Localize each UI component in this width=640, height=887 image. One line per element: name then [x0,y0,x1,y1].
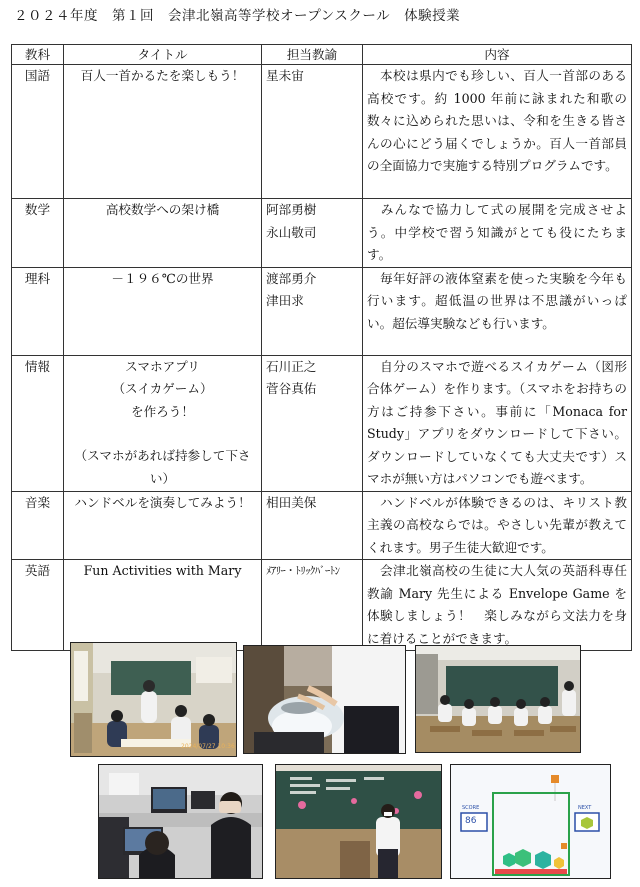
teacher-name: 渡部勇介 [266,270,317,286]
teacher-name: 石川正之 [266,358,317,374]
table-row [12,355,632,491]
schedule-table [11,44,632,651]
title-line: （スマホがあれば持参して下さ [74,448,251,463]
cell-teacher [262,267,363,355]
cell-subject: 数学 [12,199,64,268]
header-title: タイトル [64,45,262,65]
table-row [12,491,632,560]
photo-timestamp: 2024/07/27 10:36 [181,743,235,750]
teacher-name: 星未宙 [266,68,304,83]
teacher-name: 菅谷真佑 [266,381,317,396]
cell-content [363,267,632,355]
title-line: ハンドベルを演奏してみよう！ [74,494,251,510]
cell-teacher [262,560,363,651]
score-value: 86 [465,816,477,826]
liquid-nitrogen-photo [243,645,406,754]
cell-teacher [262,199,363,268]
table-row [12,199,632,268]
title-line: を作ろう！ [131,403,194,419]
cell-teacher [262,355,363,491]
cell-content [363,560,632,651]
title-line: －１９６℃の世界 [111,270,214,286]
table-row [12,560,632,651]
cell-title [64,267,262,355]
table-row [12,267,632,355]
cell-subject: 国語 [12,65,64,199]
next-label: NEXT [578,805,592,811]
cell-content [363,65,632,199]
title-line: Fun Activities with Mary [83,563,242,578]
header-content: 内容 [363,45,632,65]
cell-title [64,355,262,491]
header-subject: 教科 [12,45,64,65]
music-room-photo [275,764,442,879]
cell-subject: 情報 [12,355,64,491]
cell-content [363,199,632,268]
title-line: 高校数学への架け橋 [105,202,220,217]
content-text: 毎年好評の液体窒素を使った実験を今年も行います。超低温の世界は不思議がいっぱい。超伝導実験なども行います。 [367,270,627,331]
teacher-name: 津田求 [266,293,304,308]
teacher-name: ﾒｱﾘｰ・ﾄﾘｯｸﾊﾞｰﾄﾝ [266,565,340,577]
title-line: （スイカゲーム） [112,381,213,396]
content-text: 会津北嶺高校の生徒に大人気の英語科専任教諭 Mary 先生による Envelope Game を体験しましょう！ 楽しみながら文法力を身に着けることができます。 [367,563,627,646]
teacher-name: 相田美保 [266,494,317,510]
teacher-name: 阿部勇樹 [266,202,317,217]
english-classroom-photo [415,645,581,753]
karuta-classroom-photo [70,642,237,757]
cell-content [363,491,632,560]
title-line: い） [149,470,176,486]
title-line: スマホアプリ [125,358,200,374]
cell-teacher [262,65,363,199]
cell-content [363,355,632,491]
cell-subject: 音楽 [12,491,64,560]
table-row [12,65,632,199]
cell-title [64,65,262,199]
cell-title [64,199,262,268]
table-header-row [12,45,632,65]
cell-title [64,491,262,560]
content-text: 本校は県内でも珍しい、百人一首部のある高校です。約 1000 年前に詠まれた和歌の数々に込められた思いは、令和を生きる皆さんの心にどう届くでしょうか。百人一首部員の全面協力で実施する特別プログラムです。 [367,68,627,173]
cell-teacher [262,491,363,560]
page-title: ２０２４年度 第１回 会津北嶺高等学校オープンスクール 体験授業 [14,8,461,24]
suika-game-screenshot [450,764,611,879]
computer-room-photo [98,764,263,879]
header-teacher: 担当教諭 [262,45,363,65]
cell-subject: 英語 [12,560,64,651]
title-line [68,423,257,445]
score-label: SCORE [462,805,480,811]
content-text: 自分のスマホで遊べるスイカゲーム（図形合体ゲーム）を作ります。（スマホをお持ちの方はご持参下さい。事前に「Monaca for Study」アプリをダウンロードして下さい。ダウンロードしていなくても大丈夫です）スマホが無い方はパソコンでも遊べます。 [367,358,627,486]
cell-subject: 理科 [12,267,64,355]
cell-title [64,560,262,651]
title-line: 百人一首かるたを楽しもう！ [80,68,245,83]
content-text: ハンドベルが体験できるのは、キリスト教主義の高校ならでは。やさしい先輩が教えてくれます。男子生徒大歓迎です。 [367,494,627,555]
content-text: みんなで協力して式の展開を完成させよう。中学校で習う知識がとても役にたちます。 [367,202,627,262]
teacher-name: 永山敬司 [266,224,317,240]
